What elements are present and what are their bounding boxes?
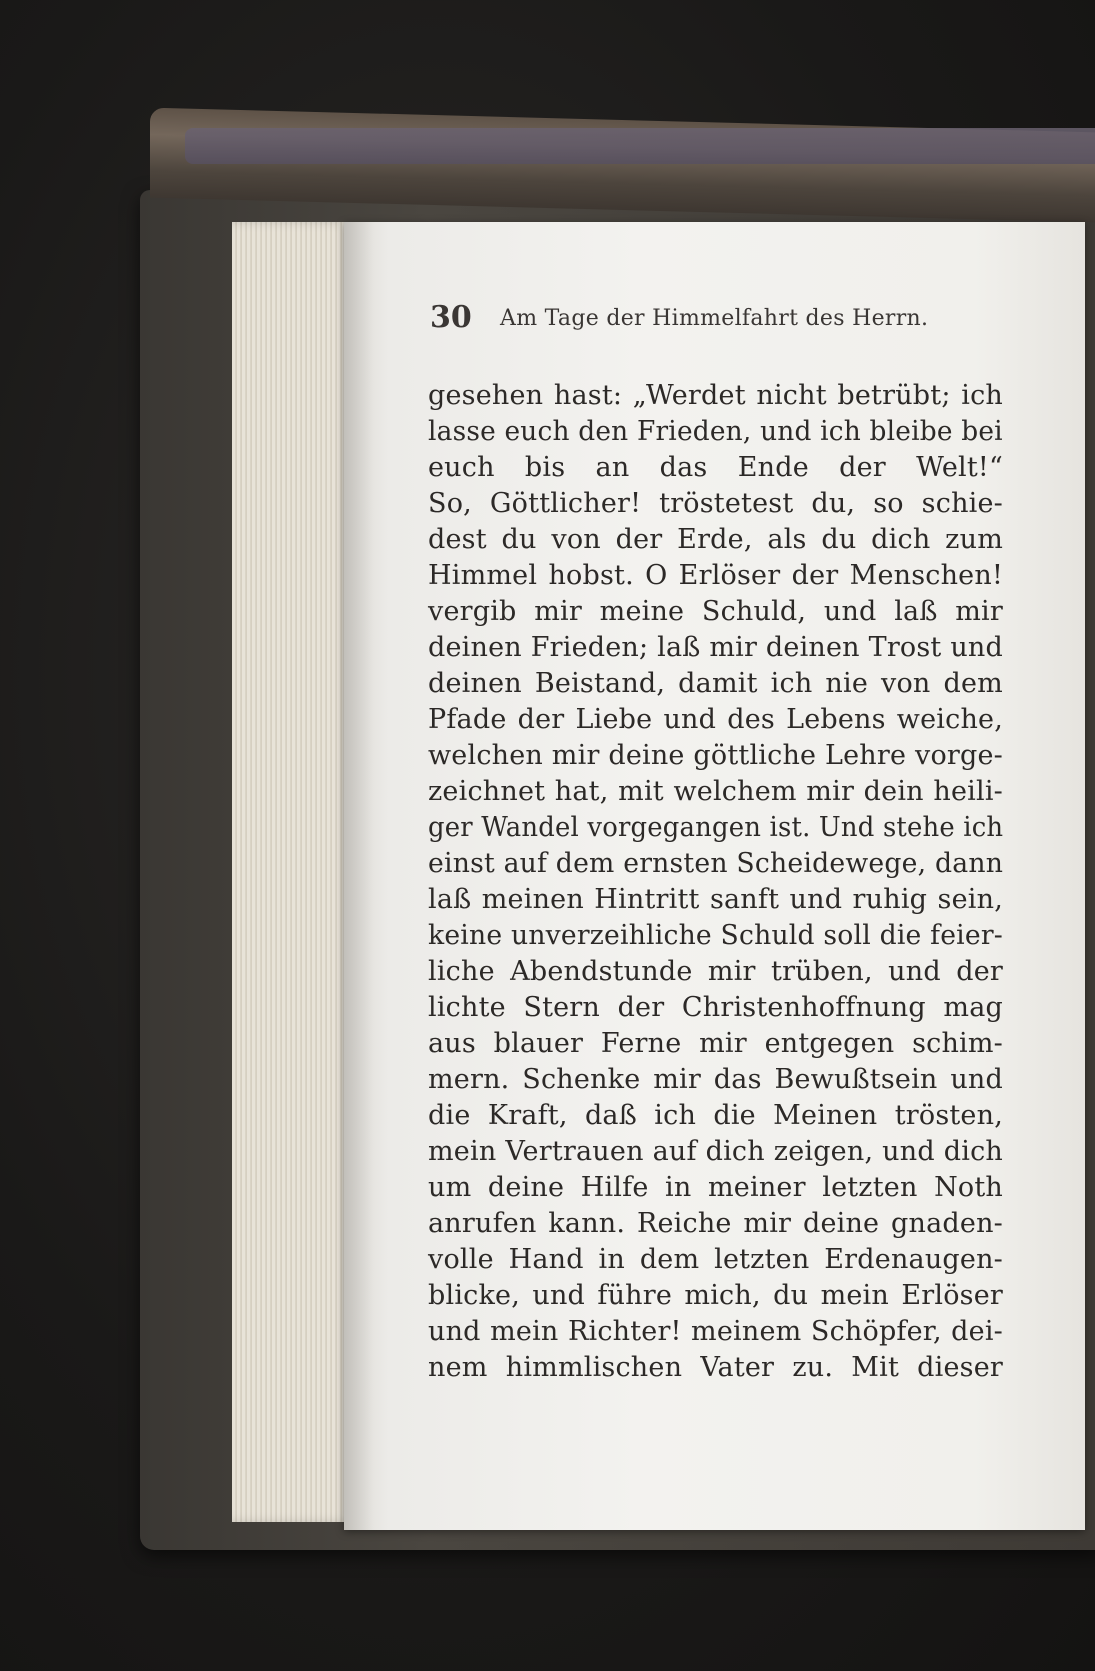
- text-line: anrufen kann. Reiche mir deine gnaden-: [428, 1208, 1003, 1239]
- text-line: laß meinen Hintritt sanft und ruhig sein,: [428, 884, 1003, 915]
- text-line: vergib mir meine Schuld, und laß mir: [428, 596, 1003, 627]
- text-line: Pfade der Liebe und des Lebens weiche,: [428, 704, 1003, 735]
- page-gutter-shadow: [344, 222, 374, 1530]
- text-line: mern. Schenke mir das Bewußtsein und: [428, 1064, 1003, 1095]
- page-number: 30: [430, 300, 472, 335]
- running-title: Am Tage der Himmelfahrt des Herrn.: [500, 306, 929, 331]
- text-line: volle Hand in dem letzten Erdenaugen-: [428, 1244, 1003, 1275]
- text-line: euch bis an das Ende der Welt!“: [428, 452, 1003, 483]
- text-line: mein Vertrauen auf dich zeigen, und dich: [428, 1136, 1003, 1167]
- text-line: keine unverzeihliche Schuld soll die feier-: [428, 920, 1003, 951]
- text-line: deinen Beistand, damit ich nie von dem: [428, 668, 1003, 699]
- text-line: deinen Frieden; laß mir deinen Trost und: [428, 632, 1003, 663]
- page-header: [430, 300, 950, 344]
- text-line: Himmel hobst. O Erlöser der Menschen!: [428, 560, 1003, 591]
- text-line: welchen mir deine göttliche Lehre vorge-: [428, 740, 1003, 771]
- text-line: die Kraft, daß ich die Meinen trösten,: [428, 1100, 1003, 1131]
- body-text: [428, 378, 1003, 1386]
- text-line: zeichnet hat, mit welchem mir dein heili-: [428, 776, 1003, 807]
- text-line: So, Göttlicher! tröstetest du, so schie-: [428, 488, 1003, 519]
- text-line: blicke, und führe mich, du mein Erlöser: [428, 1280, 1003, 1311]
- text-line: dest du von der Erde, als du dich zum: [428, 524, 1003, 555]
- text-line: lasse euch den Frieden, und ich bleibe bei: [428, 416, 1003, 447]
- text-line: und mein Richter! meinem Schöpfer, dei-: [428, 1316, 1003, 1347]
- text-line: gesehen hast: „Werdet nicht betrübt; ich: [428, 380, 1003, 411]
- text-line: liche Abendstunde mir trüben, und der: [428, 956, 1003, 987]
- page-stack-edge: [232, 222, 352, 1522]
- text-line: aus blauer Ferne mir entgegen schim-: [428, 1028, 1003, 1059]
- text-line: lichte Stern der Christenhoffnung mag: [428, 992, 1003, 1023]
- text-line: nem himmlischen Vater zu. Mit dieser: [428, 1352, 1003, 1383]
- book-spine-band: [185, 128, 1095, 164]
- text-line: um deine Hilfe in meiner letzten Noth: [428, 1172, 1003, 1203]
- text-line: einst auf dem ernsten Scheidewege, dann: [428, 848, 1004, 879]
- text-line: ger Wandel vorgegangen ist. Und stehe ich: [428, 812, 1004, 843]
